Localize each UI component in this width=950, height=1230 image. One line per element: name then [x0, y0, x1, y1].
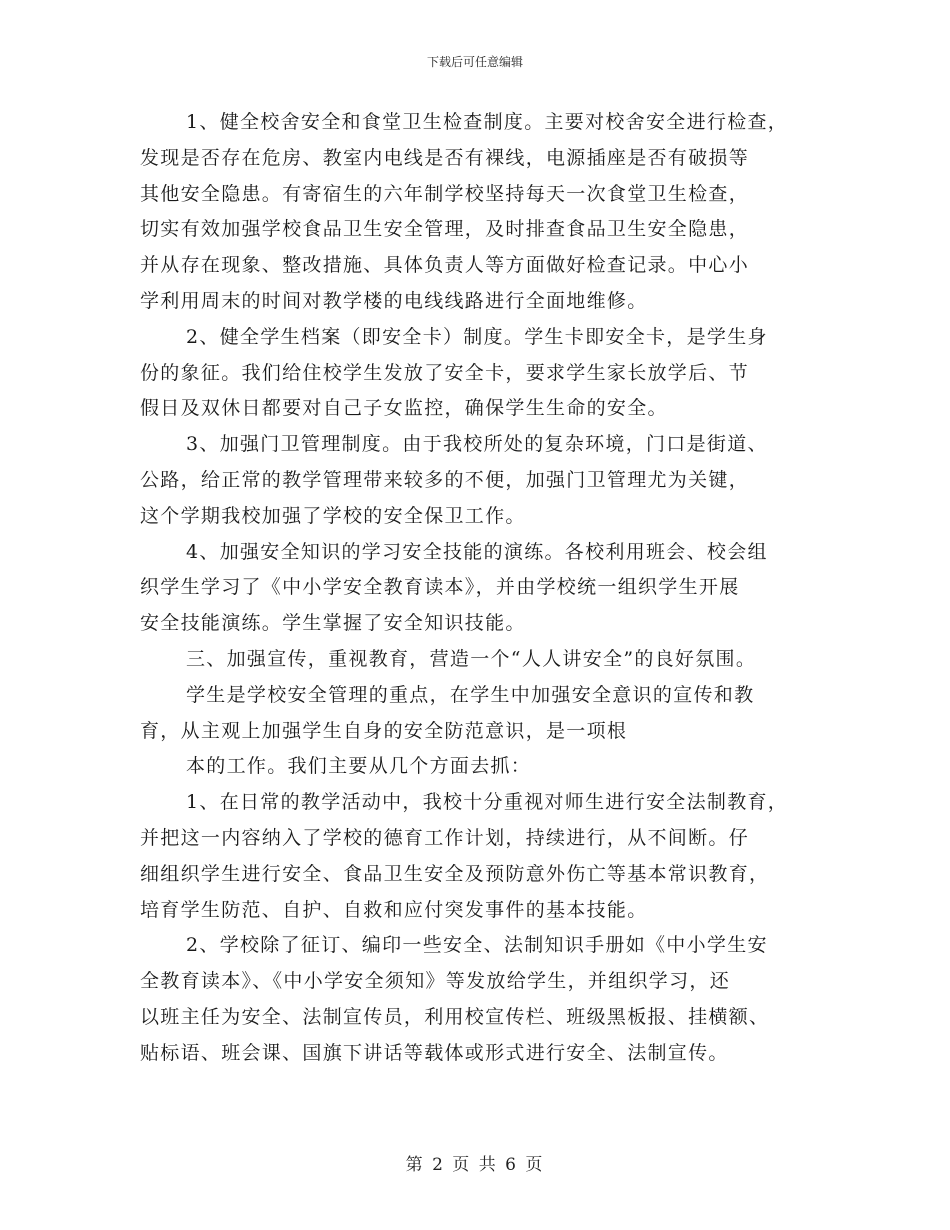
paragraph-first-line: 三、加强宣传，重视教育，营造一个“人人讲安全”的良好氛围。: [186, 648, 757, 670]
paragraph-line: 切实有效加强学校食品卫生安全管理，及时排查食品卫生安全隐患，: [140, 218, 750, 241]
page-number-footer: 第 2 页 共 6 页: [405, 1155, 545, 1175]
paragraph-line: 以班主任为安全、法制宣传员，利用校宣传栏、班级黑板报、挂横额、: [140, 1006, 770, 1028]
paragraph-line: 贴标语、班会课、国旗下讲话等载体或形式进行安全、法制宣传。: [140, 1041, 729, 1064]
paragraph-line: 学利用周末的时间对教学楼的电线线路进行全面地维修。: [140, 290, 648, 312]
paragraph-line: 培育学生防范、自护、自救和应付突发事件的基本技能。: [140, 898, 648, 921]
paragraph-line: 全教育读本》、《中小学安全须知》等发放给学生，并组织学习，还: [140, 970, 731, 993]
paragraph-first-line: 学生是学校安全管理的重点，在学生中加强安全意识的宣传和教: [186, 683, 755, 706]
paragraph-first-line: 4、加强安全知识的学习安全技能的演练。各校利用班会、校会组: [186, 540, 768, 563]
paragraph-line: 育，从主观上加强学生自身的安全防范意识，是一项根: [140, 719, 628, 742]
paragraph-line: 安全技能演练。学生掌握了安全知识技能。: [140, 612, 526, 635]
page-header: 下载后可任意编辑: [426, 55, 523, 69]
paragraph-line: 假日及双休日都要对自己子女监控，确保学生生命的安全。: [140, 397, 668, 420]
paragraph-first-line: 3、加强门卫管理制度。由于我校所处的复杂环境，门口是街道、: [186, 433, 768, 456]
paragraph-line: 织学生学习了《中小学安全教育读本》，并由学校统一组织学生开展: [140, 576, 740, 599]
paragraph-line: 细组织学生进行安全、食品卫生安全及预防意外伤亡等基本常识教育，: [140, 862, 770, 885]
paragraph-line: 这个学期我校加强了学校的安全保卫工作。: [140, 504, 526, 527]
paragraph-first-line: 本的工作。我们主要从几个方面去抓：: [186, 755, 532, 778]
paragraph-first-line: 1、在日常的教学活动中，我校十分重视对师生进行安全法制教育，: [186, 791, 789, 814]
paragraph-first-line: 2、学校除了征订、编印一些安全、法制知识手册如《中小学生安: [186, 934, 768, 957]
paragraph-line: 其他安全隐患。有寄宿生的六年制学校坚持每天一次食堂卫生检查，: [140, 182, 750, 205]
paragraph-line: 份的象征。我们给住校学生发放了安全卡，要求学生家长放学后、节: [140, 361, 750, 384]
paragraph-first-line: 2、健全学生档案（即安全卡）制度。学生卡即安全卡，是学生身: [186, 325, 768, 348]
paragraph-line: 并把这一内容纳入了学校的德育工作计划，持续进行，从不间断。仔: [140, 827, 750, 849]
paragraph-line: 并从存在现象、整改措施、具体负责人等方面做好检查记录。中心小: [140, 254, 750, 277]
paragraph-first-line: 1、健全校舍安全和食堂卫生检查制度。主要对校舍安全进行检查，: [186, 111, 789, 133]
paragraph-line: 发现是否存在危房、教室内电线是否有裸线，电源插座是否有破损等: [140, 146, 750, 169]
paragraph-line: 公路，给正常的教学管理带来较多的不便，加强门卫管理尤为关键，: [140, 469, 750, 491]
